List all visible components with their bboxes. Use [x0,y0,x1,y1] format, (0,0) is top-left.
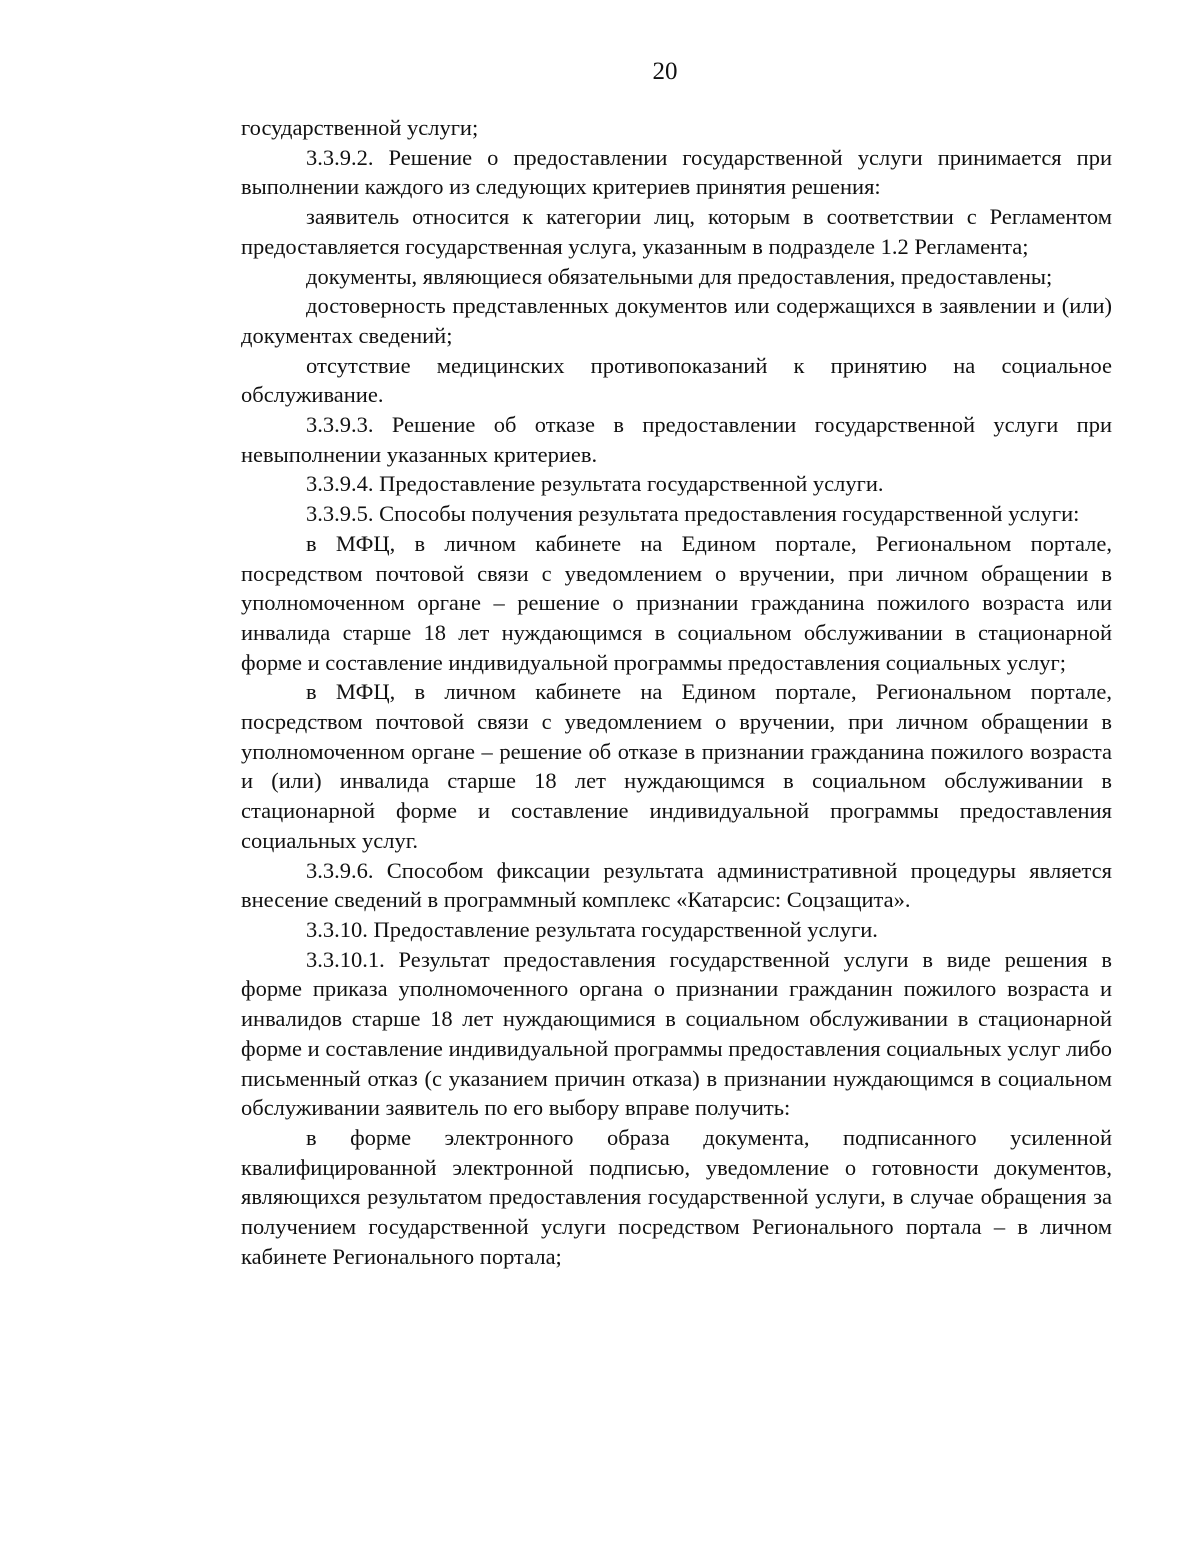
paragraph: в МФЦ, в личном кабинете на Едином портале, Региональном портале, посредством почтовой связи с уведомлением о вручении, при личном обращении в уполномоченном органе – решение о признании гражданина пожилого возраста или инвалида старше 18 лет нуждающимся в социальном обслуживании в стационарной форме и составление индивидуальной программы предоставления социальных услуг; [241,530,1112,675]
page-number: 20 [652,58,678,85]
paragraph: документы, являющиеся обязательными для предоставления, предоставлены; [306,263,1053,289]
paragraph: отсутствие медицинских противопоказаний к принятию на социальное обслуживание. [241,352,1112,408]
paragraph: 3.3.10. Предоставление результата государственной услуги. [306,916,878,942]
paragraph: достоверность представленных документов или содержащихся в заявлении и (или) документах сведений; [241,293,1112,348]
document-body [241,113,1112,1271]
paragraph: в форме электронного образа документа, подписанного усиленной квалифицированной электронной подписью, уведомление о готовности документов, являющихся результатом предоставления государственной услуги, в случае обращения за получением государственной услуги посредством Регионального портала – в личном кабинете Регионального портала; [241,1124,1112,1269]
paragraph: 3.3.9.4. Предоставление результата государственной услуги. [306,471,884,497]
paragraph: 3.3.9.2. Решение о предоставлении государственной услуги принимается при выполнении каждого из следующих критериев принятия решения: [241,144,1112,200]
paragraph: 3.3.9.3. Решение об отказе в предоставлении государственной услуги при невыполнении указанных критериев. [241,412,1112,467]
paragraph: 3.3.9.6. Способом фиксации результата административной процедуры является внесение сведений в программный комплекс «Катарсис: Соцзащита». [241,857,1112,913]
paragraph: государственной услуги; [241,115,479,140]
paragraph: в МФЦ, в личном кабинете на Едином портале, Региональном портале, посредством почтовой связи с уведомлением о вручении, при личном обращении в уполномоченном органе – решение об отказе в признании гражданина пожилого возраста и (или) инвалида старше 18 лет нуждающимся в социальном обслуживании в стационарной форме и составление индивидуальной программы предоставления социальных услуг. [241,679,1112,853]
paragraph: 3.3.9.5. Способы получения результата предоставления государственной услуги: [306,501,1080,527]
paragraph: 3.3.10.1. Результат предоставления государственной услуги в виде решения в форме приказа уполномоченного органа о признании гражданин пожилого возраста и инвалидов старше 18 лет нуждающимися в социальном обслуживании в стационарной форме и составление индивидуальной программы предоставления социальных услуг либо письменный отказ (с указанием причин отказа) в признании нуждающимся в социальном обслуживании заявитель по его выбору вправе получить: [241,946,1112,1121]
paragraph: заявитель относится к категории лиц, которым в соответствии с Регламентом предоставляется государственная услуга, указанным в подразделе 1.2 Регламента; [241,204,1112,259]
